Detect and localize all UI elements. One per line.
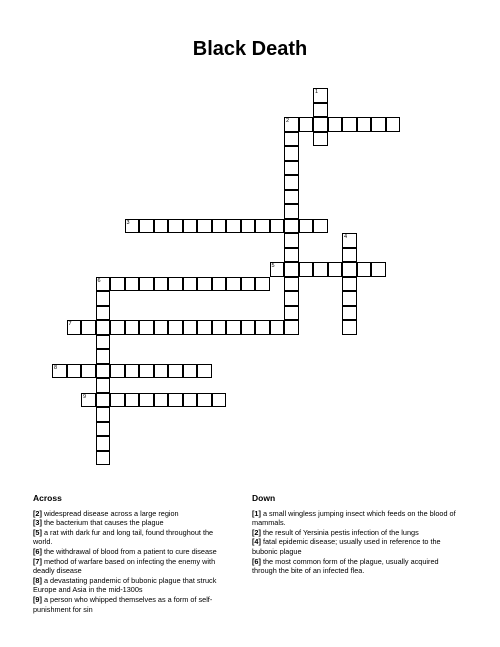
grid-cell[interactable]	[284, 190, 299, 205]
grid-cell[interactable]	[139, 277, 154, 292]
cell-number: 7	[68, 321, 72, 327]
across-heading: Across	[33, 493, 62, 503]
grid-cell[interactable]	[81, 393, 96, 408]
grid-cell[interactable]	[154, 320, 169, 335]
across-clue: [6] the withdrawal of blood from a patient to cure disease	[33, 546, 217, 556]
grid-cell[interactable]	[284, 262, 299, 277]
grid-cell[interactable]	[139, 393, 154, 408]
grid-cell[interactable]	[154, 277, 169, 292]
across-clues	[33, 494, 223, 614]
grid-cell[interactable]	[96, 422, 111, 437]
grid-cell[interactable]	[96, 378, 111, 393]
grid-cell[interactable]	[197, 320, 212, 335]
grid-cell[interactable]	[284, 277, 299, 292]
grid-cell[interactable]	[342, 233, 357, 248]
cell-number: 5	[271, 263, 275, 269]
grid-cell[interactable]	[357, 117, 372, 132]
grid-cell[interactable]	[154, 364, 169, 379]
grid-cell[interactable]	[371, 262, 386, 277]
grid-cell[interactable]	[255, 219, 270, 234]
grid-cell[interactable]	[313, 117, 328, 132]
page-title: Black Death	[192, 38, 308, 60]
grid-cell[interactable]	[168, 364, 183, 379]
down-heading: Down	[252, 493, 276, 503]
cell-number: 2	[286, 118, 290, 124]
grid-cell[interactable]	[284, 117, 299, 132]
grid-cell[interactable]	[342, 117, 357, 132]
grid-cell[interactable]	[67, 320, 82, 335]
down-clue: [2] the result of Yersinia pestis infection of the lungs	[252, 527, 419, 537]
grid-cell[interactable]	[313, 103, 328, 118]
down-clue: [6] the most common form of the plague, usually acquired through the bite of an infected flea.	[252, 556, 439, 576]
grid-cell[interactable]	[96, 349, 111, 364]
grid-cell[interactable]	[313, 132, 328, 147]
grid-cell[interactable]	[183, 393, 198, 408]
grid-cell[interactable]	[96, 277, 111, 292]
grid-cell[interactable]	[96, 436, 111, 451]
cell-number: 3	[126, 219, 130, 226]
grid-cell[interactable]	[110, 320, 125, 335]
grid-cell[interactable]	[183, 219, 198, 234]
grid-cell[interactable]	[299, 262, 314, 277]
cell-number: 6	[97, 277, 101, 284]
grid-cell[interactable]	[328, 262, 343, 277]
grid-cell[interactable]	[197, 277, 212, 292]
grid-cell[interactable]	[139, 364, 154, 379]
down-clue: [4] fatal epidemic disease; usually used in reference to the bubonic plague	[252, 537, 441, 556]
grid-cell[interactable]	[81, 364, 96, 379]
grid-cell[interactable]	[284, 132, 299, 147]
grid-cell[interactable]	[328, 117, 343, 132]
grid-cell[interactable]	[139, 219, 154, 234]
grid-cell[interactable]	[284, 248, 299, 263]
grid-cell[interactable]	[226, 320, 241, 335]
down-clue: [1] a small wingless jumping insect which feeds on the blood of mammals.	[252, 508, 456, 528]
grid-cell[interactable]	[96, 364, 111, 379]
grid-cell[interactable]	[96, 306, 111, 321]
grid-cell[interactable]	[342, 248, 357, 263]
grid-cell[interactable]	[226, 277, 241, 292]
grid-cell[interactable]	[96, 407, 111, 422]
grid-cell[interactable]	[255, 277, 270, 292]
grid-cell[interactable]	[67, 364, 82, 379]
grid-cell[interactable]	[342, 277, 357, 292]
grid-cell[interactable]	[212, 277, 227, 292]
grid-cell[interactable]	[125, 364, 140, 379]
across-clue: [5] a rat with dark fur and long tail, found throughout the world.	[33, 527, 214, 547]
grid-cell[interactable]	[255, 320, 270, 335]
grid-cell[interactable]	[183, 277, 198, 292]
grid-cell[interactable]	[96, 393, 111, 408]
grid-cell[interactable]	[110, 364, 125, 379]
grid-cell[interactable]	[197, 364, 212, 379]
grid-cell[interactable]	[313, 219, 328, 234]
across-clue: [3] the bacterium that causes the plague	[33, 518, 164, 528]
across-clue: [2] widespread disease across a large region	[33, 508, 179, 518]
grid-cell[interactable]	[284, 161, 299, 176]
cell-number: 9	[83, 393, 87, 400]
grid-cell[interactable]	[270, 219, 285, 234]
grid-cell[interactable]	[110, 277, 125, 292]
grid-cell[interactable]	[284, 320, 299, 335]
grid-cell[interactable]	[284, 291, 299, 306]
grid-cell[interactable]	[212, 219, 227, 234]
grid-cell[interactable]	[284, 219, 299, 234]
grid-cell[interactable]	[125, 393, 140, 408]
grid-cell[interactable]	[52, 364, 67, 379]
grid-cell[interactable]	[139, 320, 154, 335]
grid-cell[interactable]	[96, 335, 111, 350]
grid-cell[interactable]	[284, 233, 299, 248]
grid-cell[interactable]	[212, 320, 227, 335]
grid-cell[interactable]	[342, 291, 357, 306]
grid-cell[interactable]	[386, 117, 401, 132]
grid-cell[interactable]	[154, 219, 169, 234]
across-clue: [7] method of warfare based on infecting the enemy with deadly disease	[33, 556, 216, 576]
grid-cell[interactable]	[241, 277, 256, 292]
grid-cell[interactable]	[284, 204, 299, 219]
grid-cell[interactable]	[110, 393, 125, 408]
grid-cell[interactable]	[183, 320, 198, 335]
cell-number: 8	[54, 364, 58, 371]
grid-cell[interactable]	[168, 393, 183, 408]
grid-cell[interactable]	[270, 262, 285, 277]
grid-cell[interactable]	[342, 320, 357, 335]
grid-cell[interactable]	[371, 117, 386, 132]
grid-cell[interactable]	[313, 88, 328, 103]
grid-cell[interactable]	[270, 320, 285, 335]
grid-cell[interactable]	[168, 277, 183, 292]
grid-cell[interactable]	[212, 393, 227, 408]
grid-cell[interactable]	[197, 219, 212, 234]
grid-cell[interactable]	[125, 277, 140, 292]
grid-cell[interactable]	[357, 262, 372, 277]
grid-cell[interactable]	[226, 219, 241, 234]
grid-cell[interactable]	[299, 219, 314, 234]
grid-cell[interactable]	[241, 219, 256, 234]
grid-cell[interactable]	[241, 320, 256, 335]
grid-cell[interactable]	[168, 219, 183, 234]
grid-cell[interactable]	[342, 306, 357, 321]
across-clue: [9] a person who whipped themselves as a form of self-punishment for sin	[33, 594, 213, 614]
grid-cell[interactable]	[284, 175, 299, 190]
grid-cell[interactable]	[96, 320, 111, 335]
cell-number: 1	[315, 89, 319, 95]
grid-cell[interactable]	[96, 291, 111, 306]
grid-cell[interactable]	[125, 320, 140, 335]
grid-cell[interactable]	[168, 320, 183, 335]
grid-cell[interactable]	[154, 393, 169, 408]
grid-cell[interactable]	[299, 117, 314, 132]
grid-cell[interactable]	[197, 393, 212, 408]
grid-cell[interactable]	[284, 306, 299, 321]
cell-number: 4	[344, 234, 348, 240]
grid-cell[interactable]	[284, 146, 299, 161]
grid-cell[interactable]	[96, 451, 111, 466]
grid-cell[interactable]	[81, 320, 96, 335]
grid-cell[interactable]	[313, 262, 328, 277]
grid-cell[interactable]	[125, 219, 140, 234]
grid-cell[interactable]	[183, 364, 198, 379]
grid-cell[interactable]	[342, 262, 357, 277]
across-clue: [8] a devastating pandemic of bubonic plague that struck Europe and Asia in the mid-1300s	[33, 575, 217, 595]
down-clues	[252, 494, 464, 576]
